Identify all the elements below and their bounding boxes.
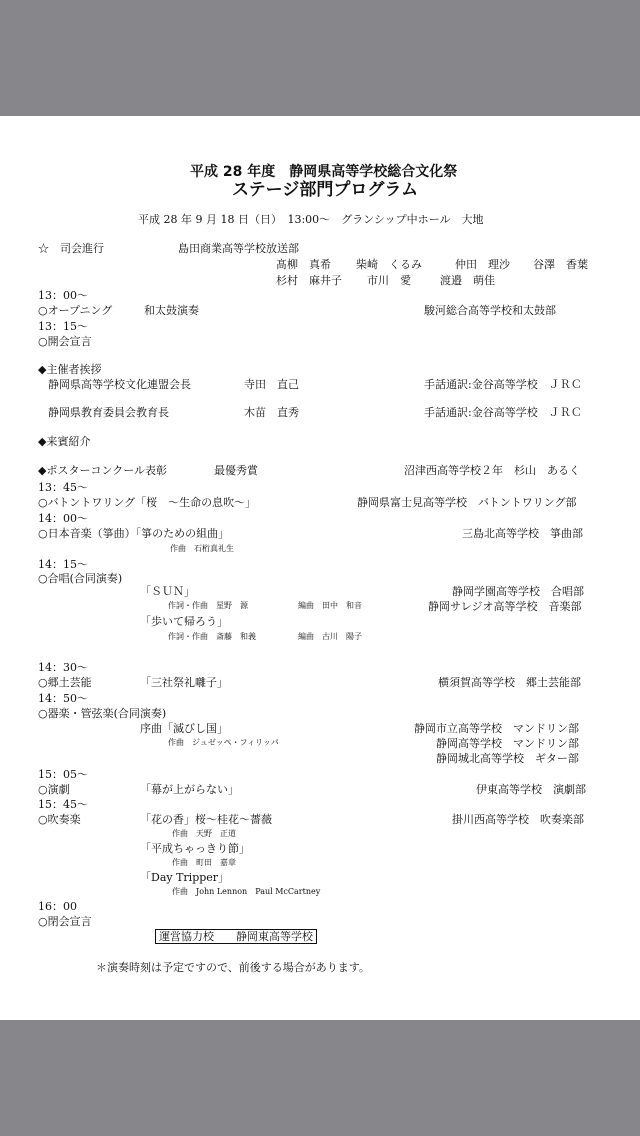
mc-name: 髙柳 真希 [276, 258, 331, 271]
mc-name: 柴崎 くるみ [356, 258, 422, 271]
opening-declaration: ○開会宣言 [38, 335, 92, 348]
choir-credit: 編曲 田中 和音 [298, 601, 362, 610]
opening-group: 駿河総合高等学校和太鼓部 [424, 304, 556, 317]
strings-piece: 序曲「滅びし国」 [140, 722, 228, 735]
choir-label: ○合唱(合同演奏) [38, 572, 123, 585]
band-label: ○吹奏楽 [38, 813, 81, 826]
band-piece: 「Day Tripper」 [140, 871, 230, 884]
choir-credit: 作詞・作曲 星野 源 [168, 601, 248, 610]
band-piece: 「平成ちゃっきり節」 [140, 842, 250, 855]
time-label: 13：15〜 [38, 320, 88, 333]
koto-composer: 作曲 石桁真礼生 [170, 544, 234, 553]
mc-name: 仲田 理沙 [455, 258, 510, 271]
strings-label: ○器楽・管弦楽(合同演奏) [38, 707, 167, 720]
drama-group: 伊東高等学校 演劇部 [476, 783, 586, 796]
mc-name: 杉村 麻井子 [276, 274, 342, 287]
greeting-label: ◆主催者挨拶 [38, 363, 102, 376]
choir-group: 静岡学園高等学校 合唱部 [452, 585, 584, 598]
baton-group: 静岡県富士見高等学校 バトントワリング部 [357, 496, 577, 509]
mc-school: 島田商業高等学校放送部 [178, 242, 299, 255]
folk-piece: 「三社祭礼囃子」 [140, 676, 228, 689]
koto-group: 三島北高等学校 箏曲部 [462, 527, 583, 540]
koto-label: ○日本音楽（箏曲）「箏のための組曲」 [38, 527, 230, 540]
baton-label: ○バトントワリング「桜 〜生命の息吹〜」 [38, 496, 257, 509]
mc-label: ☆ 司会進行 [38, 242, 104, 255]
choir-group: 静岡サレジオ高等学校 音楽部 [428, 600, 582, 613]
time-label: 14：50〜 [38, 692, 88, 705]
time-label: 13：45〜 [38, 481, 88, 494]
folk-group: 横須賀高等学校 郷土芸能部 [438, 676, 581, 689]
band-group: 掛川西高等学校 吹奏楽部 [452, 813, 584, 826]
document-title: 平成 28 年度 静岡県高等学校総合文化祭 [190, 164, 458, 180]
choir-song: 「ＳＵＮ」 [140, 585, 195, 598]
time-label: 14：15〜 [38, 558, 88, 571]
time-label: 14：00〜 [38, 512, 88, 525]
strings-group: 静岡市立高等学校 マンドリン部 [414, 722, 579, 735]
drama-piece: 「幕が上がらない」 [140, 783, 239, 796]
sign-interpreter: 手話通訳:金谷高等学校 ＪＲＣ [424, 378, 582, 391]
mc-name: 谷澤 香葉 [533, 258, 588, 271]
host-school-box: 運営協力校 静岡東高等学校 [155, 929, 317, 944]
date-venue-line: 平成 28 年 9 月 18 日（日） 13:00〜 グランシップ中ホール 大地 [138, 213, 484, 226]
choir-song: 「歩いて帰ろう」 [140, 615, 228, 628]
band-piece: 「花の香」桜〜桂花〜薔薇 [140, 813, 272, 826]
choir-credit: 編曲 古川 陽子 [298, 632, 362, 641]
band-credit: 作曲 天野 正道 [172, 829, 236, 838]
folk-label: ○郷土芸能 [38, 676, 92, 689]
strings-group: 静岡高等学校 マンドリン部 [436, 737, 579, 750]
strings-composer: 作曲 ジュゼッペ・フィリッパ [168, 738, 279, 747]
choir-credit: 作詞・作曲 斎藤 和義 [168, 632, 256, 641]
time-label: 15：45〜 [38, 798, 88, 811]
mc-name: 市川 愛 [367, 274, 411, 287]
timing-note: ＊演奏時刻は予定ですので、前後する場合があります。 [96, 961, 370, 974]
closing-declaration: ○閉会宣言 [38, 915, 92, 928]
mc-name: 渡邉 萌佳 [440, 274, 495, 287]
document-subtitle: ステージ部門プログラム [232, 180, 419, 200]
time-label: 14：30〜 [38, 661, 88, 674]
drama-label: ○演劇 [38, 783, 70, 796]
time-label: 16：00 [38, 900, 77, 913]
guests-label: ◆来賓紹介 [38, 435, 91, 448]
opening-detail: 和太鼓演奏 [144, 304, 199, 317]
poster-label: ◆ポスターコンクール表彰 [38, 464, 168, 477]
band-credit: 作曲 John Lennon Paul McCartney [172, 887, 321, 896]
opening-label: ○オープニング [38, 304, 113, 317]
time-label: 15：05〜 [38, 768, 88, 781]
time-label: 13：00〜 [38, 289, 88, 302]
greeting-name: 木苗 直秀 [244, 406, 299, 419]
sign-interpreter: 手話通訳:金谷高等学校 ＪＲＣ [424, 406, 582, 419]
greeting-name: 寺田 直己 [244, 378, 299, 391]
poster-winner: 沼津西高等学校２年 杉山 あるく [404, 464, 580, 477]
program-document [0, 116, 640, 1020]
strings-group: 静岡城北高等学校 ギター部 [436, 752, 579, 765]
band-credit: 作曲 町田 嘉章 [172, 858, 236, 867]
greeting-role: 静岡県教育委員会教育長 [48, 406, 169, 419]
greeting-role: 静岡県高等学校文化連盟会長 [48, 378, 191, 391]
poster-award: 最優秀賞 [214, 464, 258, 477]
